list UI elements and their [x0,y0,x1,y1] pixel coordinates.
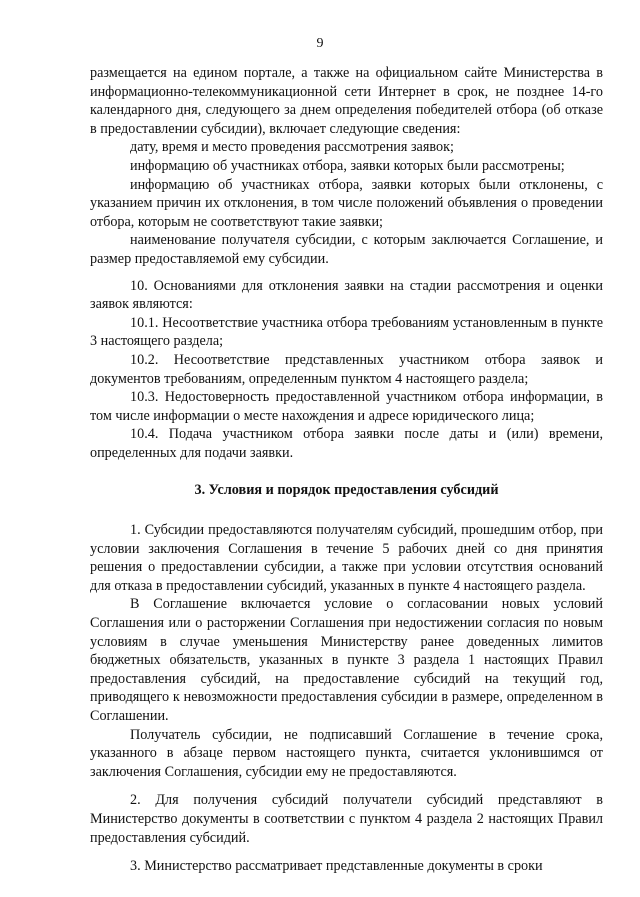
paragraph-3-1: 1. Субсидии предоставляются получателям субсидий, прошедшим отбор, при условии заключения Соглашения в течение 5 рабочих дней со дня принятия решения о предоставлении субсидии, а также при условии отсутствия оснований для отказа в предоставлении субсидий, указанных в пункте 4 настоящего раздела. [90,522,603,594]
document-body [90,64,603,876]
paragraph-rejection-grounds: 10. Основаниями для отклонения заявки на стадии рассмотрения и оценки заявок являются: [90,277,603,313]
paragraph-3-3: 3. Министерство рассматривает представленные документы в сроки [130,858,543,875]
paragraph-publication-intro: размещается на едином портале, а также на официальном сайте Министерства в информационно-телекоммуникационной сети Интернет в срок, не позднее 14-го календарного дня, следующего за днем определения победителей отбора (об отказе в предоставлении субсидии), включает следующие сведения: [90,65,603,137]
paragraph-10-1: 10.1. Несоответствие участника отбора требованиям установленным в пункте 3 настоящего раздела; [90,314,603,350]
paragraph-3-1-agreement-terms: В Соглашение включается условие о согласовании новых условий Соглашения или о расторжении Соглашения при недостижении согласия по новым условиям в случае уменьшения Министерству ранее доведенных лимитов бюджетных обязательств, указанных в пункте 3 раздела 1 настоящих Правил предоставления субсидий, на предоставление субсидий на текущий год, приводящего к невозможности предоставления субсидии в размере, определенном в Соглашении. [90,596,603,724]
paragraph-10-3: 10.3. Недостоверность предоставленной участником отбора информации, в том числе информации о месте нахождения и адресе юридического лица; [90,389,603,424]
list-item-date-time-place: дату, время и место проведения рассмотрения заявок; [130,139,454,156]
paragraph-10-4: 10.4. Подача участником отбора заявки после даты и (или) времени, определенных для подачи заявки. [90,426,603,461]
list-item-reviewed-participants: информацию об участниках отбора, заявки которых были рассмотрены; [130,157,565,174]
list-item-rejected-participants: информацию об участниках отбора, заявки которых были отклонены, с указанием причин их отклонения, в том числе положений объявления о проведении отбора, которым не соответствуют такие заявки; [90,176,603,230]
paragraph-3-2: 2. Для получения субсидий получатели субсидий представляют в Министерство документы в соответствии с пунктом 4 раздела 2 настоящих Правил предоставления субсидий. [90,792,603,846]
paragraph-10-2: 10.2. Несоответствие представленных участником отбора заявок и документов требованиям, определенным пунктом 4 настоящего раздела; [90,351,603,387]
page-number: 9 [316,36,324,51]
section-heading: 3. Условия и порядок предоставления субсидий [194,482,499,499]
list-item-recipient-name: наименование получателя субсидии, с которым заключается Соглашение, и размер предоставляемой ему субсидии. [90,232,603,267]
paragraph-3-1-evasion: Получатель субсидии, не подписавший Соглашение в течение срока, указанного в абзаце первом настоящего пункта, считается уклонившимся от заключения Соглашения, субсидии ему не предоставляются. [90,726,603,780]
